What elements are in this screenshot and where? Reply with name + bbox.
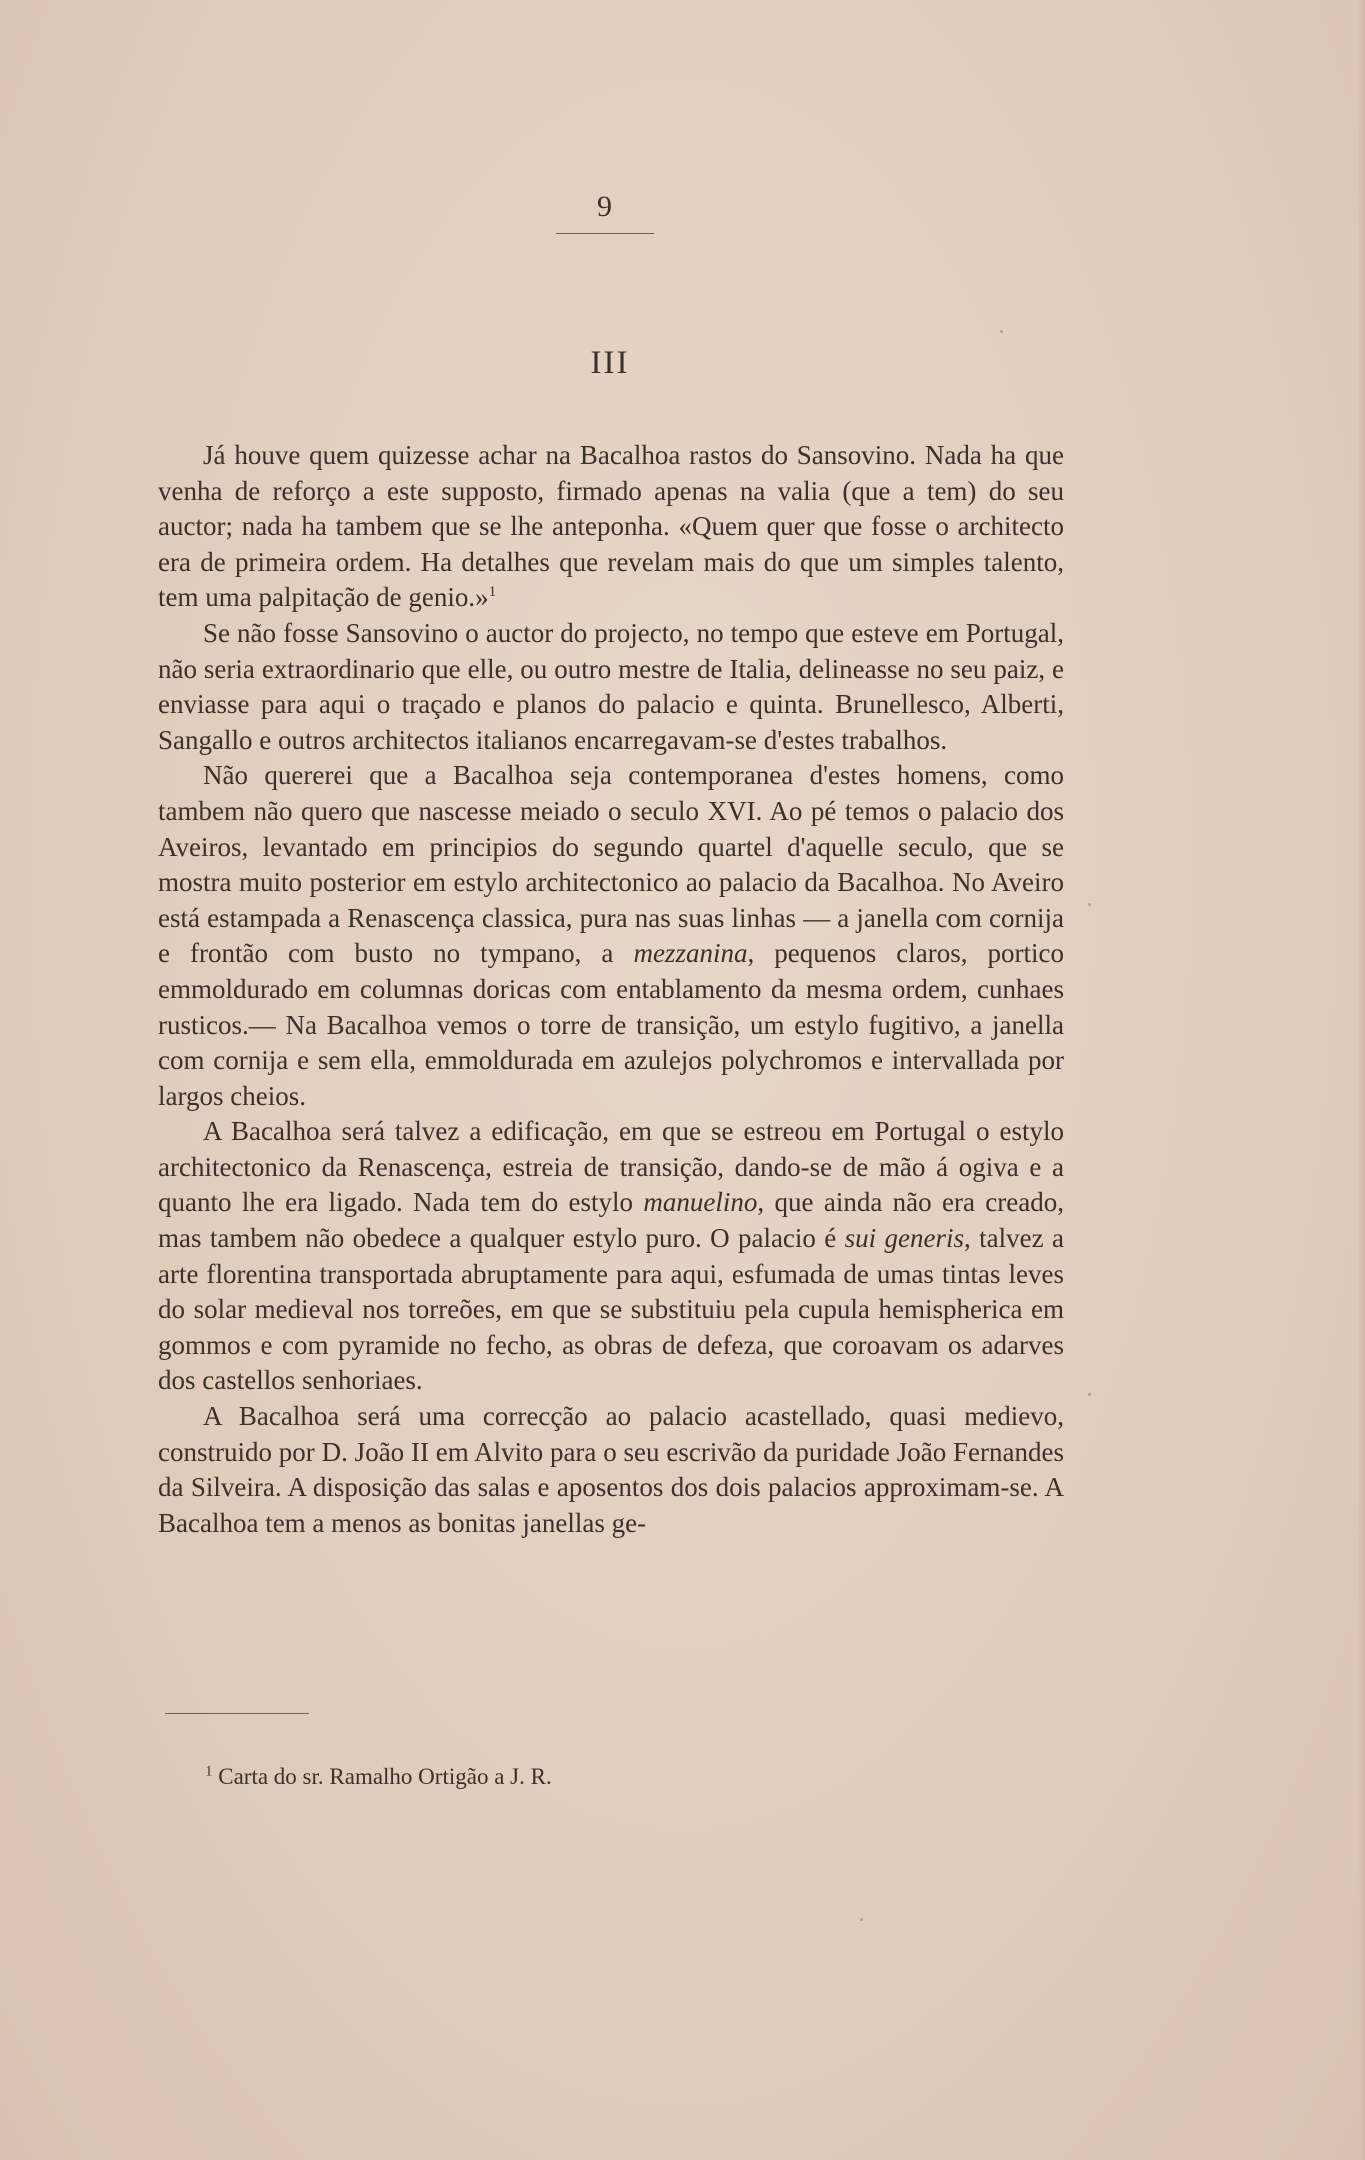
paper-speck — [1088, 1393, 1091, 1396]
paper-speck — [1000, 330, 1003, 333]
paragraph-5-text: A Bacalhoa será uma correcção ao palacio acastellado, quasi medievo, construido por D. João II em Alvito para o seu escrivão da puridade João Fernandes da Silveira. A disposição das salas e aposentos dos dois palacios approximam-se. A Bacalhoa tem a menos as bonitas janellas ge- — [158, 1401, 1064, 1538]
italic-term-mezzanina: mezzanina — [633, 938, 748, 969]
footnote-marker: 1 — [205, 1763, 213, 1780]
footnote-reference: 1 — [488, 584, 497, 601]
paragraph-4 — [158, 1114, 1064, 1399]
section-heading: III — [590, 345, 630, 381]
page-edge — [1359, 0, 1365, 2160]
paragraph-2 — [158, 616, 1064, 758]
paragraph-4-text-b: , que ainda não era creado, mas tambem não obedece a qualquer estylo puro. O palacio é — [158, 1187, 1064, 1254]
paragraph-4-text-c: , talvez a arte florentina transportada abruptamente para aqui, esfumada de umas tintas leves do solar medieval nos torreões, em que se substituiu pela cupula hemispherica em gommos e com pyramide no fecho, as obras de defeza, que coroavam os adarves dos castellos senhoriaes. — [158, 1223, 1064, 1396]
paper-speck — [860, 1918, 863, 1921]
paragraph-1 — [158, 438, 1064, 616]
paragraph-3-text-b: , pequenos claros, portico emmoldurado em columnas doricas com entablamento da mesma ordem, cunhaes rusticos.— Na Bacalhoa vemos o torre de transição, um estylo fugitivo, a janella com cornija e sem ella, emmoldurada em azulejos polychromos e intervallada por largos cheios. — [158, 938, 1064, 1111]
page-number: 9 — [597, 190, 613, 223]
paragraph-2-text: Se não fosse Sansovino o auctor do projecto, no tempo que esteve em Portugal, não seria extraordinario que elle, ou outro mestre de Italia, delineasse no seu paiz, e enviasse para aqui o traçado e planos do palacio e quinta. Brunellesco, Alberti, Sangallo e outros architectos italianos encarregavam-se d'estes trabalhos. — [158, 617, 1064, 755]
paper-speck — [1088, 903, 1091, 906]
paragraph-3 — [158, 758, 1064, 1114]
footnote — [205, 1764, 1025, 1790]
footnote-text: Carta do sr. Ramalho Ortigão a J. R. — [218, 1764, 552, 1789]
italic-term-sui-generis: sui generis — [844, 1223, 965, 1254]
paragraph-4-text-a: A Bacalhoa será talvez a edificação, em que se estreou em Portugal o estylo architectonico da Renascença, estreia de transição, dando-se de mão á ogiva e a quanto lhe era ligado. Nada tem do estylo — [158, 1116, 1064, 1218]
paragraph-3-text-a: Não quererei que a Bacalhoa seja contemporanea d'estes homens, como tambem não quero que nascesse meiado o seculo XVI. Ao pé temos o palacio dos Aveiros, levantado em principios do segundo quartel d'aquelle seculo, que se mostra muito posterior em estylo architectonico ao palacio da Bacalhoa. No Aveiro está estampada a Renascença classica, pura nas suas linhas — a janella com cornija e frontão com busto no tympano, a — [158, 760, 1064, 969]
page-number-rule — [556, 233, 654, 234]
italic-term-manuelino: manuelino — [643, 1187, 758, 1218]
paragraph-1-text: Já houve quem quizesse achar na Bacalhoa rastos do Sansovino. Nada ha que venha de reforço a este supposto, firmado apenas na valia (que a tem) do seu auctor; nada ha tambem que se lhe anteponha. «Quem quer que fosse o architecto era de primeira ordem. Ha detalhes que revelam mais do que um simples talento, tem uma palpitação de genio.» — [158, 440, 1064, 613]
paragraph-5 — [158, 1399, 1064, 1541]
footnote-rule — [165, 1713, 309, 1714]
body-text — [158, 438, 1064, 1541]
